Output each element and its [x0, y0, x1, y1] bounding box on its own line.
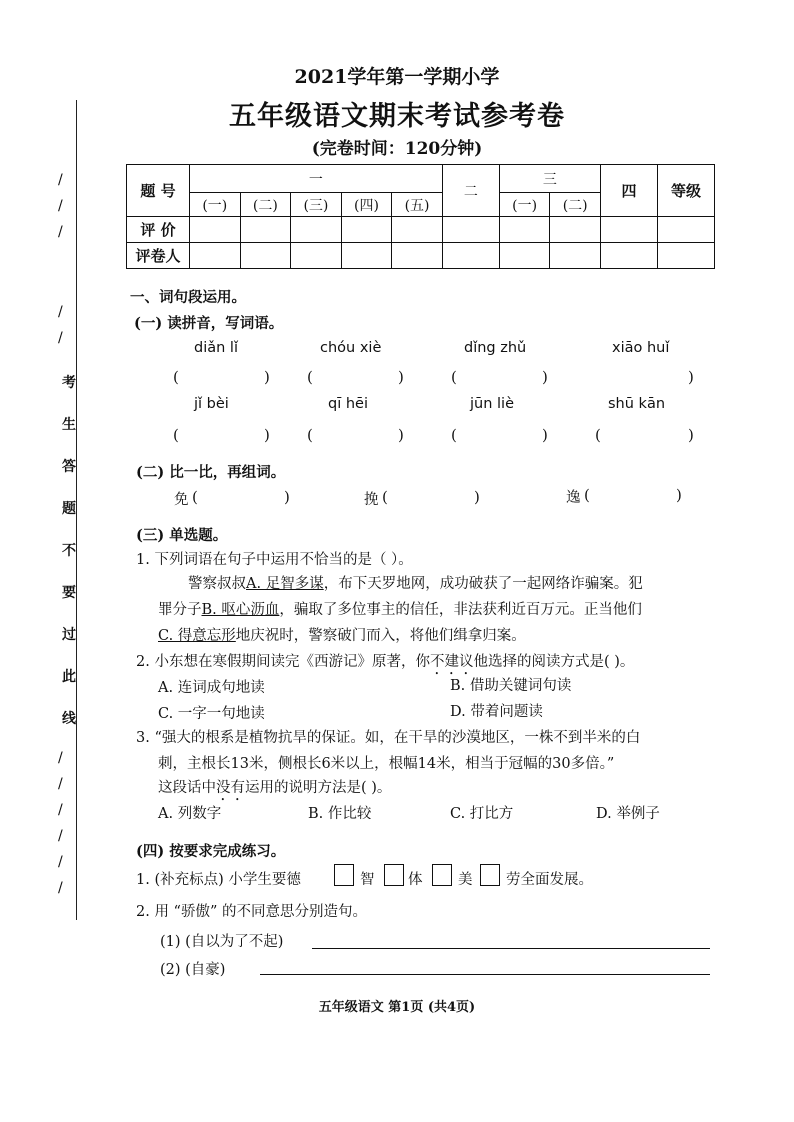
pinyin: qī hēi: [328, 396, 368, 412]
table-cell[interactable]: [240, 243, 291, 269]
answer-line[interactable]: [312, 930, 710, 949]
margin-slash: /: [58, 776, 63, 792]
question-text: 警察叔叔A. 足智多谋，布下天罗地网，成功破获了一起网络诈骗案。犯: [188, 576, 643, 592]
margin-char: 此: [62, 669, 76, 685]
table-cell[interactable]: [341, 217, 392, 243]
paren-close: ): [542, 426, 548, 444]
question-text: 罪分子B. 呕心沥血，骗取了多位事主的信任，非法获利近百万元。正当他们: [158, 602, 642, 618]
table-cell[interactable]: [392, 217, 443, 243]
paren-open: (: [451, 426, 457, 444]
paren-open: (: [307, 368, 313, 386]
option[interactable]: B. 借助关键词句读: [450, 678, 572, 694]
pinyin: diǎn lǐ: [194, 340, 238, 356]
paren-open: (: [173, 426, 179, 444]
question-text: 刺，主根长13米，侧根长6米以上，根幅14米，相当于冠幅的30多倍。”: [158, 756, 615, 772]
margin-char: 要: [62, 585, 76, 601]
table-cell[interactable]: [341, 243, 392, 269]
table-cell[interactable]: [601, 217, 658, 243]
paren-close: ): [284, 488, 290, 506]
table-cell[interactable]: [499, 243, 550, 269]
question-title: (三) 单选题。: [136, 527, 228, 544]
question-text: (1) (自以为了不起): [160, 934, 284, 950]
margin-char: 答: [62, 459, 76, 475]
compare-char: 免: [174, 492, 189, 508]
option[interactable]: C. 打比方: [450, 806, 514, 822]
table-cell[interactable]: [392, 243, 443, 269]
margin-slash: /: [58, 172, 63, 188]
table-grade: 等级: [658, 165, 715, 217]
answer-blank[interactable]: [184, 424, 262, 446]
compare-char: 逸: [566, 490, 581, 506]
margin-slash: /: [58, 802, 63, 818]
punctuation-box[interactable]: [432, 864, 452, 886]
paren-open: (: [382, 488, 388, 506]
pinyin: xiāo huǐ: [612, 340, 670, 356]
paren-close: ): [264, 426, 270, 444]
table-cell[interactable]: [550, 217, 601, 243]
margin-char: 生: [62, 417, 76, 433]
option[interactable]: A. 连词成句地读: [158, 680, 265, 696]
table-cell[interactable]: [658, 243, 715, 269]
option[interactable]: A. 列数字: [158, 806, 222, 822]
score-table: [126, 164, 715, 269]
answer-blank[interactable]: [600, 366, 684, 388]
table-sub: (二): [240, 193, 291, 217]
answer-blank[interactable]: [394, 486, 470, 508]
table-cell[interactable]: [190, 243, 241, 269]
table-cell[interactable]: [442, 217, 499, 243]
table-part1: 一: [190, 165, 443, 193]
paren-open: (: [584, 486, 590, 504]
paren-close: ): [688, 426, 694, 444]
pinyin: chóu xiè: [320, 340, 382, 356]
answer-blank[interactable]: [606, 424, 684, 446]
margin-slash: /: [58, 750, 63, 766]
table-sub: (二): [550, 193, 601, 217]
paren-open: (: [451, 368, 457, 386]
table-part2: 二: [442, 165, 499, 217]
question-stem: 1. 下列词语在句子中运用不恰当的是（ ）。: [136, 552, 413, 568]
table-sub: (三): [291, 193, 342, 217]
table-row-evaluation: 评 价: [127, 217, 190, 243]
punctuation-box[interactable]: [384, 864, 404, 886]
table-cell[interactable]: [550, 243, 601, 269]
question-stem: 这段话中没有运用的说明方法是( )。: [158, 780, 392, 796]
margin-char: 题: [62, 501, 76, 517]
table-sub: (五): [392, 193, 443, 217]
question-text: 美: [458, 872, 473, 888]
page-footer: 五年级语文 第1页 (共4页): [318, 1000, 476, 1015]
exam-duration: (完卷时间：120分钟): [311, 139, 483, 159]
margin-slash: /: [58, 304, 63, 320]
answer-line[interactable]: [260, 956, 710, 975]
paren-close: ): [398, 426, 404, 444]
answer-blank[interactable]: [204, 486, 280, 508]
pinyin: shū kān: [608, 396, 666, 412]
paren-close: ): [688, 368, 694, 386]
paren-close: ): [264, 368, 270, 386]
paren-open: (: [192, 488, 198, 506]
punctuation-box[interactable]: [334, 864, 354, 886]
binding-line: [76, 100, 77, 920]
margin-slash: /: [58, 330, 63, 346]
paren-open: (: [307, 426, 313, 444]
question-title: (四) 按要求完成练习。: [136, 843, 286, 860]
margin-slash: /: [58, 854, 63, 870]
question-text: 劳全面发展。: [506, 872, 593, 888]
margin-slash: /: [58, 198, 63, 214]
option[interactable]: D. 举例子: [596, 806, 660, 822]
answer-blank[interactable]: [462, 366, 540, 388]
answer-blank[interactable]: [318, 424, 396, 446]
pinyin: jǐ bèi: [194, 396, 229, 412]
option[interactable]: D. 带着问题读: [450, 704, 543, 720]
pinyin: dǐng zhǔ: [464, 340, 527, 356]
question-text: 3. “强大的根系是植物抗旱的保证。如，在干旱的沙漠地区，一株不到半米的白: [136, 730, 641, 746]
pinyin: jūn liè: [470, 396, 514, 412]
table-cell[interactable]: [442, 243, 499, 269]
table-part4: 四: [601, 165, 658, 217]
margin-char: 不: [62, 543, 76, 559]
paren-close: ): [398, 368, 404, 386]
compare-char: 挽: [364, 492, 379, 508]
margin-char: 考: [62, 375, 76, 391]
paren-close: ): [676, 486, 682, 504]
margin-char: 线: [62, 711, 76, 727]
answer-blank[interactable]: [462, 424, 540, 446]
table-cell[interactable]: [190, 217, 241, 243]
exam-term-title: 2021学年第一学期小学: [294, 66, 500, 88]
question-text: 2. 用 “骄傲” 的不同意思分别造句。: [136, 904, 367, 920]
section-title: 一、词句段运用。: [130, 289, 246, 306]
table-cell[interactable]: [499, 217, 550, 243]
answer-blank[interactable]: [318, 366, 396, 388]
margin-char: 过: [62, 627, 76, 643]
question-title: (二) 比一比，再组词。: [136, 464, 286, 481]
table-sub: (一): [499, 193, 550, 217]
paren-close: ): [542, 368, 548, 386]
question-text: (2) (自豪): [160, 962, 226, 978]
question-text: 1. (补充标点) 小学生要德: [136, 872, 301, 888]
table-part3: 三: [499, 165, 600, 193]
table-cell[interactable]: [291, 243, 342, 269]
margin-slash: /: [58, 880, 63, 896]
table-sub: (四): [341, 193, 392, 217]
answer-blank[interactable]: [184, 366, 262, 388]
table-row-grader: 评卷人: [127, 243, 190, 269]
margin-slash: /: [58, 828, 63, 844]
margin-slash: /: [58, 224, 63, 240]
table-header-question-no: 题 号: [127, 165, 190, 217]
question-text: 智: [360, 872, 375, 888]
paren-open: (: [595, 426, 601, 444]
option[interactable]: B. 作比较: [308, 806, 372, 822]
table-cell[interactable]: [240, 217, 291, 243]
exam-title: 五年级语文期末考试参考卷: [229, 101, 565, 132]
paren-close: ): [474, 488, 480, 506]
table-cell[interactable]: [658, 217, 715, 243]
question-text: C. 得意忘形地庆祝时，警察破门而入，将他们缉拿归案。: [158, 628, 526, 644]
paren-open: (: [173, 368, 179, 386]
table-cell[interactable]: [601, 243, 658, 269]
table-sub: (一): [190, 193, 241, 217]
answer-blank[interactable]: [596, 484, 672, 506]
question-title: (一) 读拼音，写词语。: [134, 315, 284, 332]
table-cell[interactable]: [291, 217, 342, 243]
question-stem: 2. 小东想在寒假期间读完《西游记》原著，你不建议他选择的阅读方式是( )。: [136, 654, 635, 670]
punctuation-box[interactable]: [480, 864, 500, 886]
option[interactable]: C. 一字一句地读: [158, 706, 265, 722]
question-text: 体: [408, 872, 423, 888]
